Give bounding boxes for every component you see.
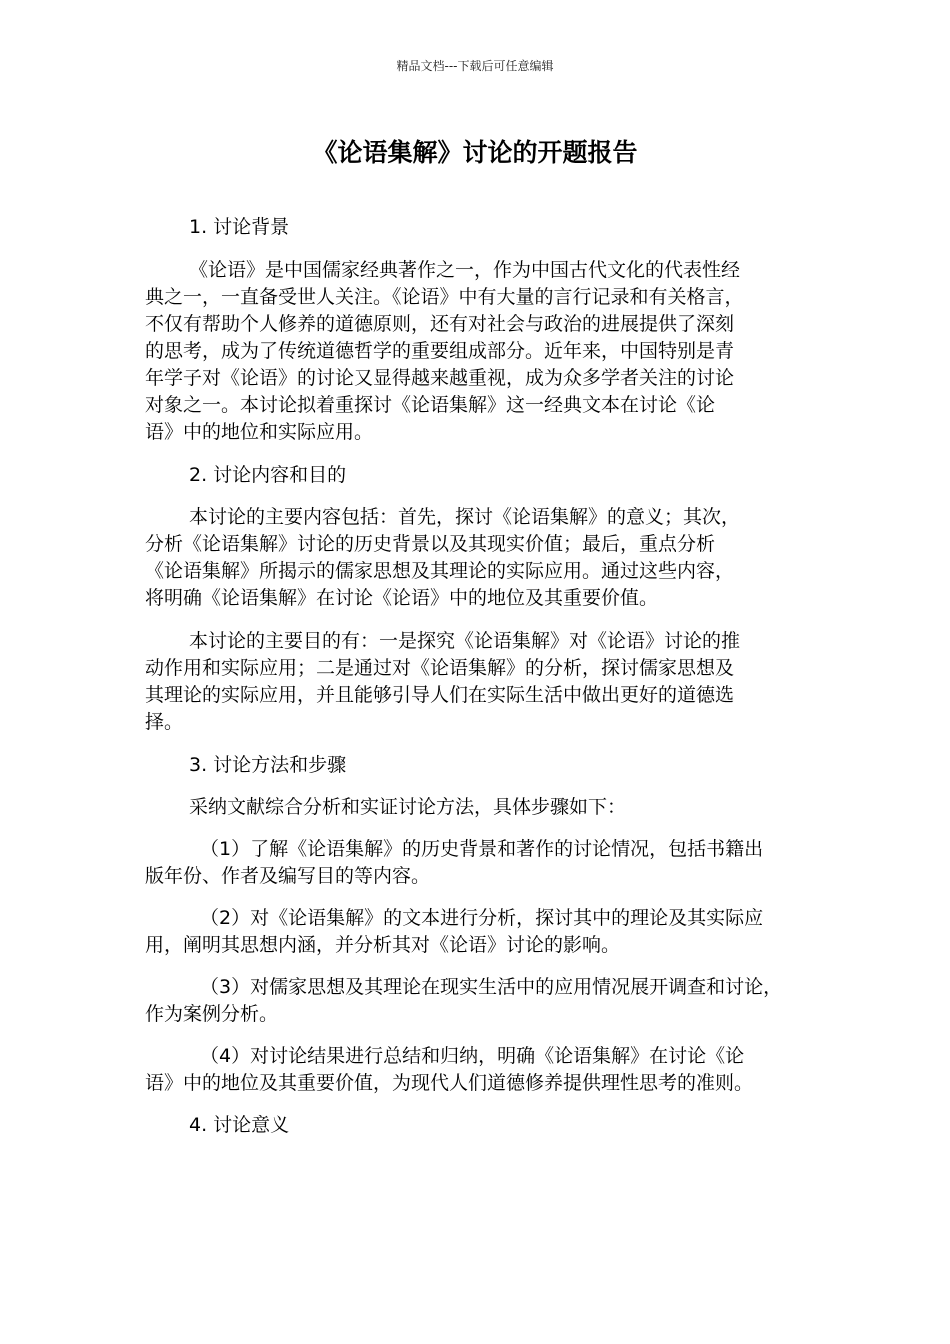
paragraph-line: 择。 — [145, 711, 184, 733]
paragraph-line: 对象之一。本讨论拟着重探讨《论语集解》这一经典文本在讨论《论 — [145, 394, 716, 416]
paragraph — [145, 257, 820, 446]
paragraph-line: 分析《论语集解》讨论的历史背景以及其现实价值；最后，重点分析 — [145, 533, 716, 555]
paragraph — [145, 214, 820, 241]
paragraph-line: 《论语》是中国儒家经典著作之一，作为中国古代文化的代表性经 — [189, 259, 741, 281]
paragraph-line: 采纳文献综合分析和实证讨论方法，具体步骤如下： — [189, 796, 627, 818]
paragraph-line: （2）对《论语集解》的文本进行分析，探讨其中的理论及其实际应 — [200, 907, 764, 929]
paragraph — [145, 794, 820, 821]
paragraph-line: 语》中的地位及其重要价值，为现代人们道德修养提供理性思考的准则。 — [145, 1072, 754, 1094]
paragraph-line: 的思考，成为了传统道德哲学的重要组成部分。近年来，中国特别是青 — [145, 340, 735, 362]
paragraph-line: 其理论的实际应用，并且能够引导人们在实际生活中做出更好的道德选 — [145, 684, 735, 706]
paragraph-line: 语》中的地位和实际应用。 — [145, 421, 374, 443]
paragraph-line: 不仅有帮助个人修养的道德原则，还有对社会与政治的进展提供了深刻 — [145, 313, 735, 335]
paragraph-line: 4. 讨论意义 — [189, 1114, 290, 1136]
paragraph — [145, 836, 820, 890]
paragraph — [145, 1112, 820, 1139]
paragraph — [145, 752, 820, 779]
paragraph — [145, 1043, 820, 1097]
paragraph-line: 将明确《论语集解》在讨论《论语》中的地位及其重要价值。 — [145, 587, 659, 609]
paragraph-line: 用，阐明其思想内涵，并分析其对《论语》讨论的影响。 — [145, 934, 621, 956]
paragraph-line: 典之一，一直备受世人关注。《论语》中有大量的言行记录和有关格言， — [145, 286, 744, 308]
paragraph-line: 2. 讨论内容和目的 — [189, 464, 347, 486]
document-title: 《论语集解》讨论的开题报告 — [312, 138, 638, 167]
paragraph-line: （3）对儒家思想及其理论在现实生活中的应用情况展开调查和讨论， — [200, 976, 783, 998]
paragraph-line: 1. 讨论背景 — [189, 216, 290, 238]
paragraph-line: 本讨论的主要内容包括：首先，探讨《论语集解》的意义；其次， — [189, 506, 741, 528]
paragraph-line: 版年份、作者及编写目的等内容。 — [145, 865, 431, 887]
paragraph — [145, 905, 820, 959]
paragraph-line: 3. 讨论方法和步骤 — [189, 754, 347, 776]
paragraph-line: 《论语集解》所揭示的儒家思想及其理论的实际应用。通过这些内容， — [145, 560, 735, 582]
page-header-note: 精品文档---下载后可任意编辑 — [396, 59, 554, 73]
paragraph — [145, 628, 820, 736]
paragraph-line: 动作用和实际应用；二是通过对《论语集解》的分析，探讨儒家思想及 — [145, 657, 735, 679]
paragraph — [145, 504, 820, 612]
paragraph-line: （1）了解《论语集解》的历史背景和著作的讨论情况，包括书籍出 — [200, 838, 764, 860]
paragraph-line: （4）对讨论结果进行总结和归纳，明确《论语集解》在讨论《论 — [200, 1045, 745, 1067]
paragraph — [145, 462, 820, 489]
paragraph-line: 作为案例分析。 — [145, 1003, 279, 1025]
paragraph-line: 本讨论的主要目的有：一是探究《论语集解》对《论语》讨论的推 — [189, 630, 741, 652]
paragraph — [145, 974, 820, 1028]
paragraph-line: 年学子对《论语》的讨论又显得越来越重视，成为众多学者关注的讨论 — [145, 367, 735, 389]
